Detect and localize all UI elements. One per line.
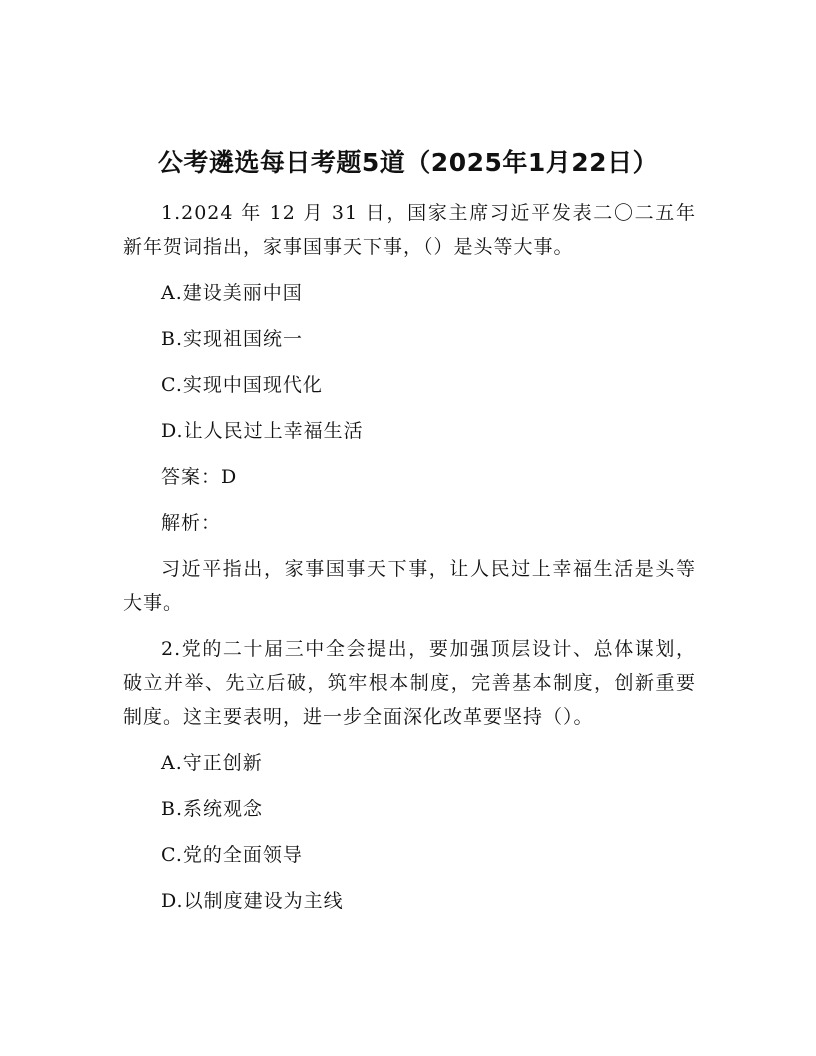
question-2-option-d: D.以制度建设为主线 [161,890,344,912]
question-2-option-a: A.守正创新 [161,752,263,774]
question-1-option-a: A.建设美丽中国 [161,282,303,304]
page-title: 公考遴选每日考题5道（2025年1月22日） [157,148,659,177]
question-2-option-c: C.党的全面领导 [161,844,303,866]
question-1-stem: 1.2024 年 12 月 31 日，国家主席习近平发表二〇二五年新年贺词指出，家事国事天下事，（）是头等大事。 [123,202,696,258]
question-1-option-d: D.让人民过上幸福生活 [161,420,364,442]
document-body [123,196,696,930]
question-2-stem: 2.党的二十届三中全会提出，要加强顶层设计、总体谋划，破立并举、先立后破，筑牢根本制度，完善基本制度，创新重要制度。这主要表明，进一步全面深化改革要坚持（）。 [123,638,696,728]
question-1-answer: 答案：D [161,466,238,488]
question-1-option-c: C.实现中国现代化 [161,374,323,396]
question-1-option-b: B.实现祖国统一 [161,328,304,350]
question-2-option-b: B.系统观念 [161,798,264,820]
question-1-analysis-label: 解析： [161,512,222,534]
question-1-analysis: 习近平指出，家事国事天下事，让人民过上幸福生活是头等大事。 [123,558,696,614]
